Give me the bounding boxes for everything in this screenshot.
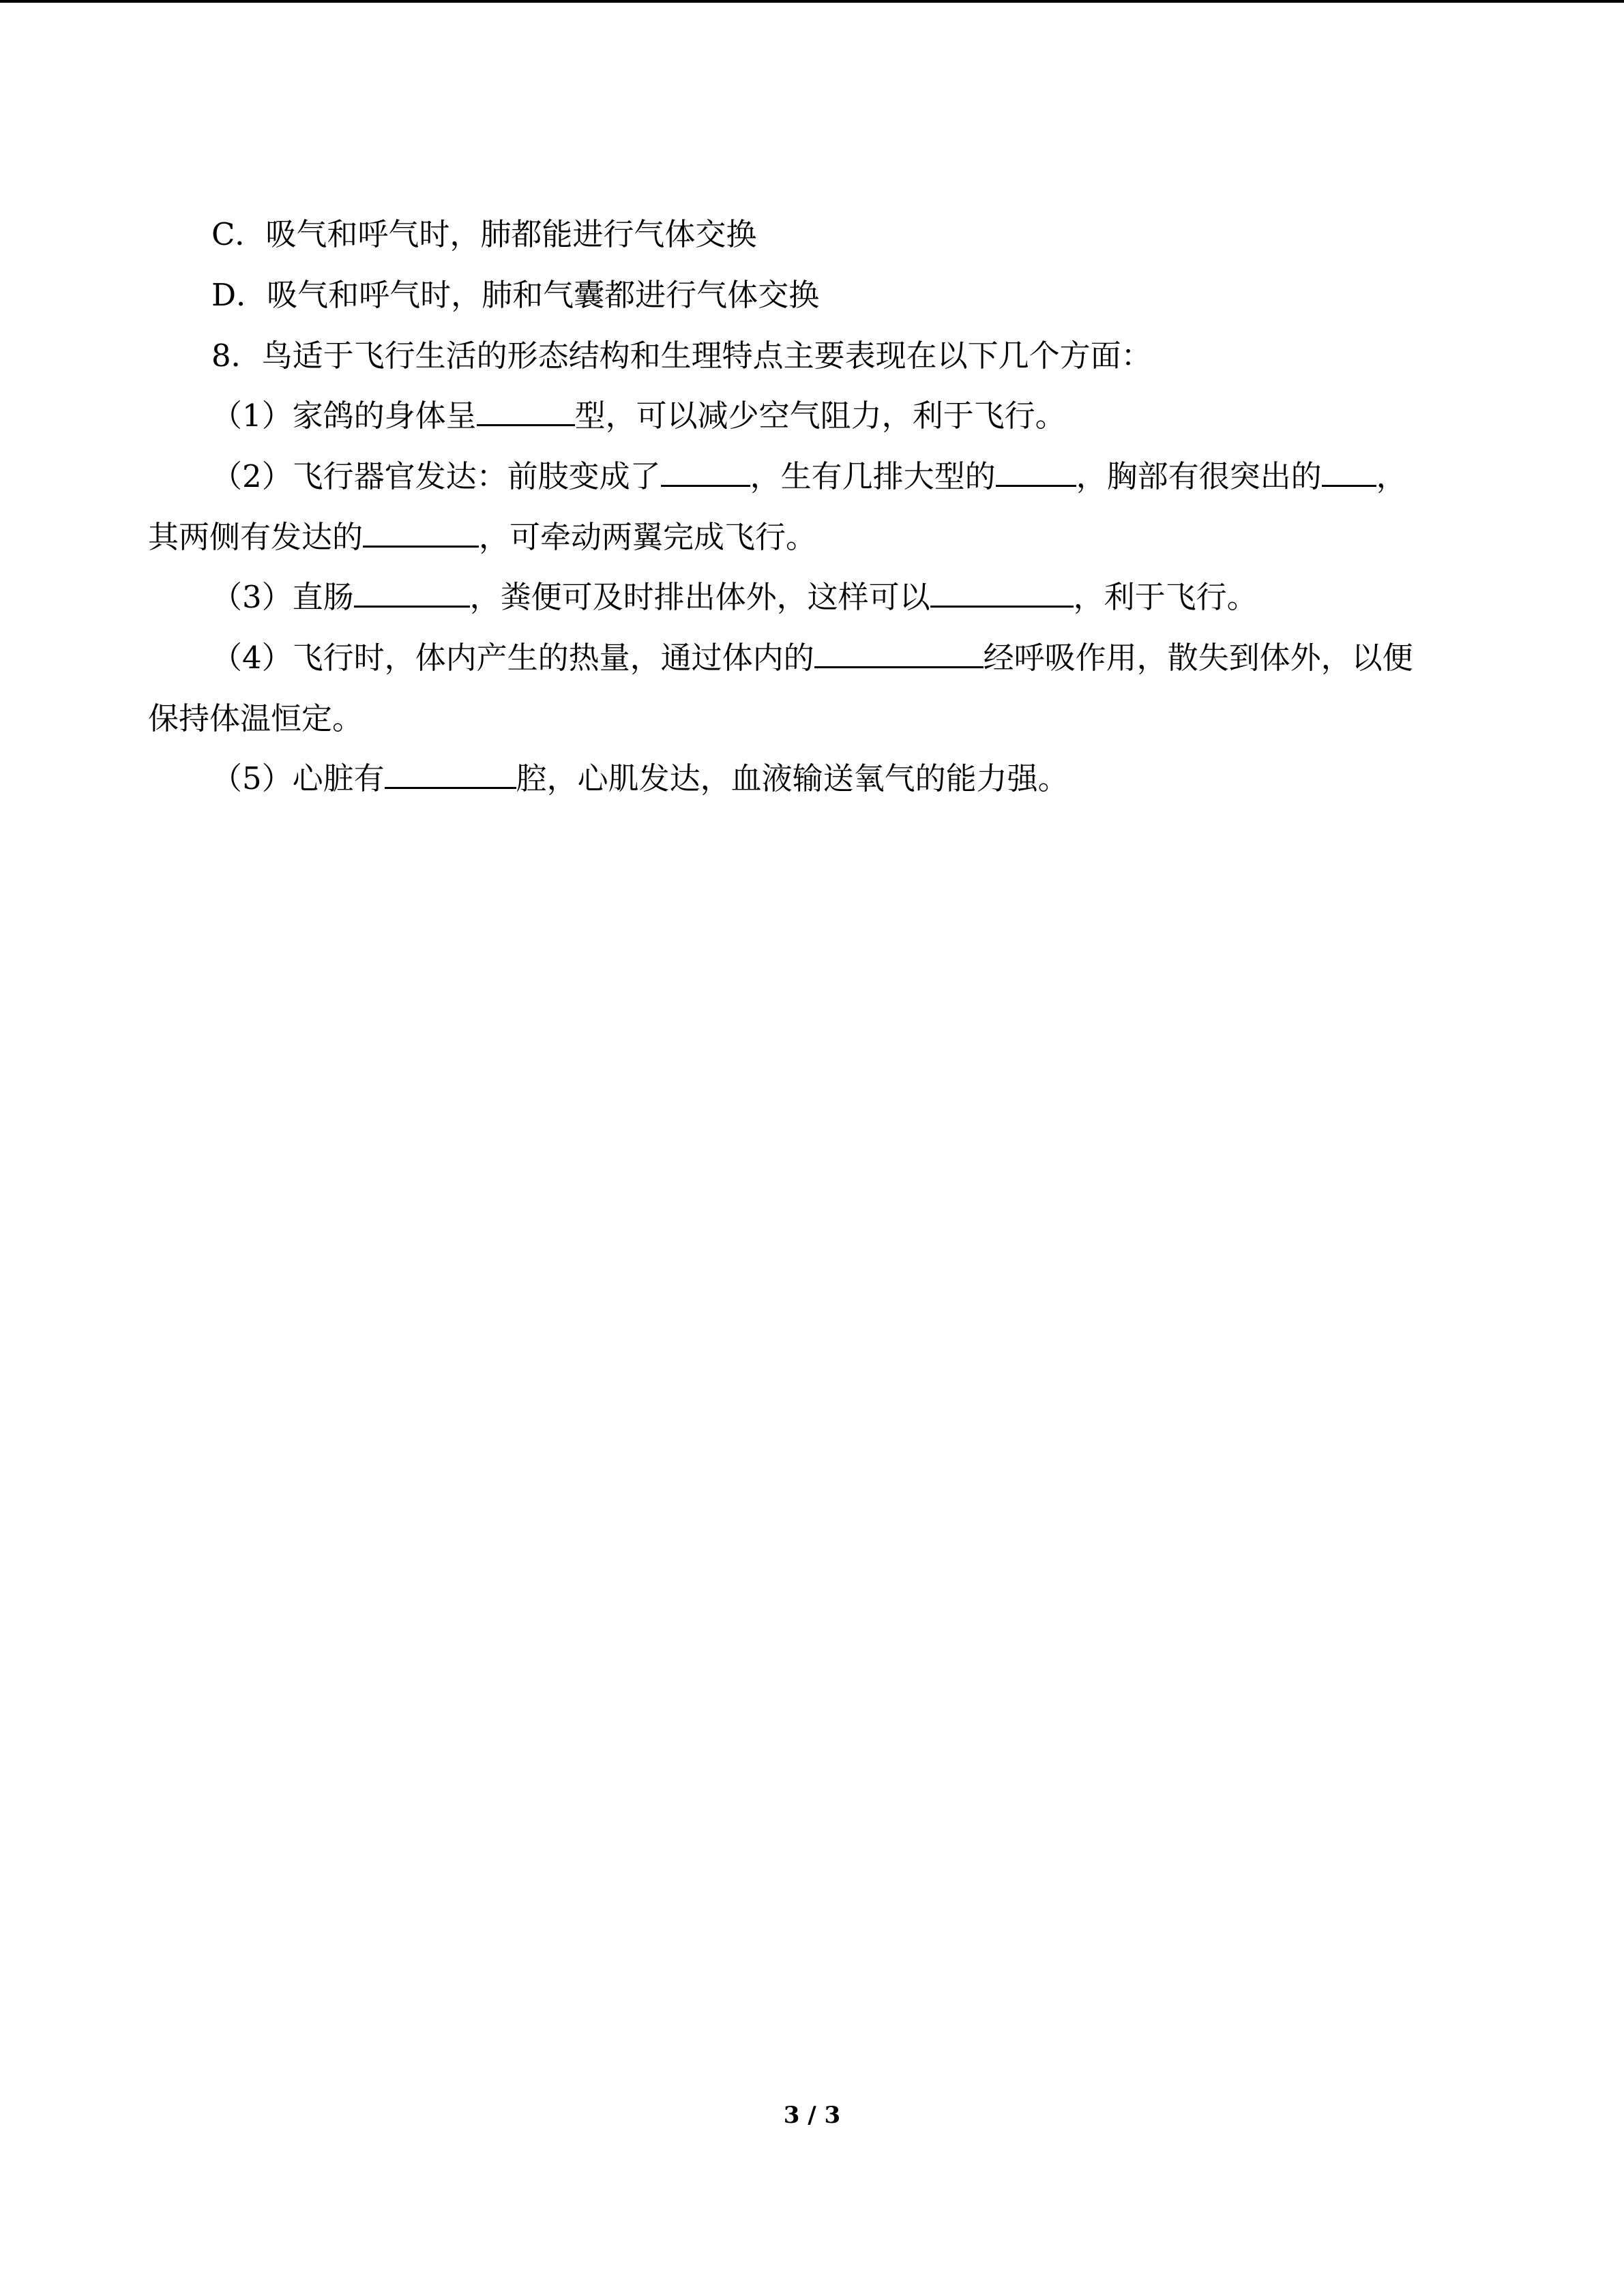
part-5-text-a: （5）心脏有 [211,760,385,796]
question-8-part-2 [211,456,1407,497]
question-8-part-2-continued [148,517,816,558]
part-4-text-a: （4）飞行时，体内产生的热量，通过体内的 [211,640,814,676]
question-8-part-5 [211,758,1069,799]
page-number: 3 / 3 [783,2102,841,2129]
part-2-text-d: ， [1376,458,1407,494]
blank-keel[interactable] [1322,458,1376,487]
part-3-text-b: ，粪便可及时排出体外，这样可以 [469,579,930,615]
question-8-part-4 [211,638,1413,679]
blank-body-shape[interactable] [477,397,575,426]
part-5-text-b: 腔，心肌发达，血液输送氧气的能力强。 [516,760,1069,796]
top-border [0,0,1624,3]
blank-weight[interactable] [930,578,1074,608]
part-4-text-b: 经呼吸作用，散失到体外，以便 [983,640,1413,676]
option-c [211,214,756,255]
question-8-part-3 [211,577,1258,618]
blank-feathers[interactable] [996,458,1076,487]
part-2b-text-a: 其两侧有发达的 [148,519,364,555]
option-d-text: D．吸气和呼气时，肺和气囊都进行气体交换 [211,277,820,313]
blank-forelimb[interactable] [661,458,750,487]
question-8-stem [211,336,1152,376]
part-2-text-a: （2）飞行器官发达：前肢变成了 [211,458,661,494]
part-2b-text-b: ，可牵动两翼完成飞行。 [479,519,817,555]
part-1-text-a: （1）家鸽的身体呈 [211,398,477,434]
part-3-text-c: ，利于飞行。 [1073,579,1258,615]
question-8-part-1 [211,396,1066,436]
blank-air-sacs[interactable] [814,639,984,668]
option-c-text: C．吸气和呼气时，肺都能进行气体交换 [211,216,757,252]
part-3-text-a: （3）直肠 [211,579,354,615]
blank-rectum[interactable] [354,578,470,608]
part-2-text-b: ，生有几排大型的 [750,458,996,494]
part-2-text-c: ，胸部有很突出的 [1076,458,1322,494]
option-d [211,275,819,316]
question-8-part-4-continued [148,698,363,739]
part-1-text-b: 型，可以减少空气阻力，利于飞行。 [574,398,1066,434]
question-8-text: 8．鸟适于飞行生活的形态结构和生理特点主要表现在以下几个方面： [211,338,1152,374]
blank-muscles[interactable] [363,518,479,548]
blank-heart-chambers[interactable] [385,760,516,789]
part-4b-text-a: 保持体温恒定。 [148,700,364,736]
